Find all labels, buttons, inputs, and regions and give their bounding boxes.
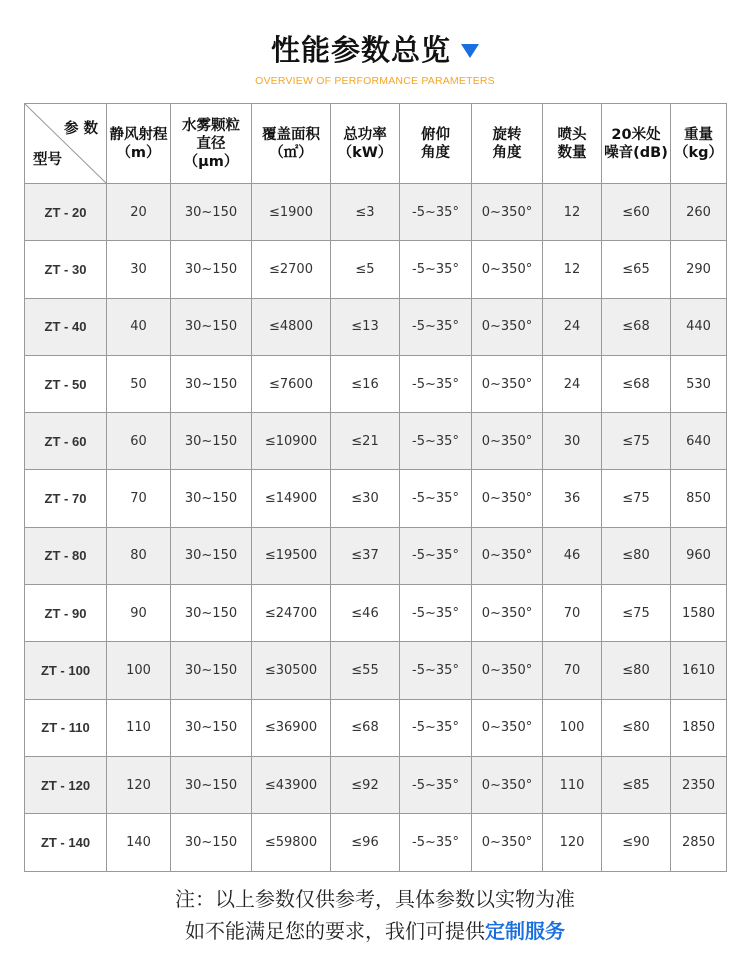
table-cell: ≤24700 (252, 585, 331, 642)
table-cell: -5~35° (400, 241, 472, 298)
page-subtitle: OVERVIEW OF PERFORMANCE PARAMETERS (255, 75, 495, 87)
table-cell: ≤21 (331, 413, 400, 470)
table-cell: ≤30 (331, 470, 400, 527)
diagonal-divider (25, 104, 106, 183)
table-cell: ≤80 (602, 527, 671, 584)
table-cell: ≤30500 (252, 642, 331, 699)
table-cell: ≤96 (331, 814, 400, 871)
table-cell: 0~350° (472, 241, 543, 298)
column-header-line: （μm） (183, 153, 239, 170)
table-cell: 30~150 (171, 699, 252, 756)
column-header-line: 喷头 (557, 126, 587, 143)
table-cell: 30~150 (171, 241, 252, 298)
table-cell: ≤92 (331, 756, 400, 813)
table-cell: ≤37 (331, 527, 400, 584)
table-row (25, 355, 727, 412)
column-header-line: 角度 (492, 144, 522, 161)
model-cell: ZT - 110 (25, 699, 107, 756)
column-header-line: （㎡） (269, 144, 313, 161)
table-cell: 30 (543, 413, 602, 470)
table-cell: -5~35° (400, 413, 472, 470)
column-header (543, 104, 602, 184)
table-cell: 30~150 (171, 184, 252, 241)
table-cell: 36 (543, 470, 602, 527)
model-cell: ZT - 100 (25, 642, 107, 699)
column-header-line: 直径 (196, 135, 226, 152)
table-cell: 850 (671, 470, 727, 527)
table-cell: -5~35° (400, 756, 472, 813)
table-cell: ≤3 (331, 184, 400, 241)
table-cell: 30~150 (171, 756, 252, 813)
table-cell: 30~150 (171, 642, 252, 699)
table-cell: 960 (671, 527, 727, 584)
table-cell: ≤16 (331, 355, 400, 412)
model-cell: ZT - 90 (25, 585, 107, 642)
table-cell: 1850 (671, 699, 727, 756)
performance-table (24, 103, 727, 872)
table-cell: -5~35° (400, 699, 472, 756)
table-cell: -5~35° (400, 298, 472, 355)
column-header-line: 总功率 (343, 126, 387, 143)
table-cell: 640 (671, 413, 727, 470)
table-cell: 70 (543, 585, 602, 642)
table-cell: 0~350° (472, 699, 543, 756)
table-cell: 70 (107, 470, 171, 527)
column-header-line: （kW） (337, 144, 393, 161)
table-cell: ≤36900 (252, 699, 331, 756)
table-cell: 100 (107, 642, 171, 699)
table-cell: 0~350° (472, 527, 543, 584)
table-cell: 120 (543, 814, 602, 871)
table-cell: ≤75 (602, 470, 671, 527)
table-row (25, 527, 727, 584)
table-cell: 290 (671, 241, 727, 298)
custom-service-highlight: 定制服务 (485, 919, 565, 943)
table-cell: 0~350° (472, 413, 543, 470)
column-header-line: 旋转 (492, 126, 522, 143)
table-cell: 30 (107, 241, 171, 298)
table-cell: ≤1900 (252, 184, 331, 241)
column-header (472, 104, 543, 184)
table-cell: 260 (671, 184, 727, 241)
table-cell: 70 (543, 642, 602, 699)
model-cell: ZT - 120 (25, 756, 107, 813)
table-cell: ≤68 (602, 355, 671, 412)
column-header-line: 20米处 (611, 126, 661, 143)
table-cell: -5~35° (400, 814, 472, 871)
table-cell: 1610 (671, 642, 727, 699)
table-row (25, 814, 727, 871)
model-cell: ZT - 140 (25, 814, 107, 871)
column-header (171, 104, 252, 184)
table-cell: 0~350° (472, 298, 543, 355)
column-header-line: （m） (116, 144, 161, 161)
column-header-line: （kg） (673, 144, 724, 161)
table-cell: 0~350° (472, 355, 543, 412)
page-header (0, 28, 750, 87)
table-row (25, 756, 727, 813)
model-cell: ZT - 80 (25, 527, 107, 584)
column-header (671, 104, 727, 184)
model-cell: ZT - 60 (25, 413, 107, 470)
table-cell: -5~35° (400, 585, 472, 642)
column-header-line: 覆盖面积 (262, 126, 320, 143)
table-cell: ≤80 (602, 699, 671, 756)
column-header-line: 噪音(dB) (604, 144, 668, 161)
corner-label-params: 参 数 (63, 121, 98, 137)
table-cell: 30~150 (171, 298, 252, 355)
column-header (252, 104, 331, 184)
column-header-line: 俯仰 (421, 126, 450, 143)
model-cell: ZT - 50 (25, 355, 107, 412)
table-cell: 0~350° (472, 642, 543, 699)
table-cell: -5~35° (400, 355, 472, 412)
table-cell: ≤80 (602, 642, 671, 699)
column-header (400, 104, 472, 184)
table-cell: 30~150 (171, 585, 252, 642)
column-header (331, 104, 400, 184)
table-cell: 30~150 (171, 814, 252, 871)
table-cell: 1580 (671, 585, 727, 642)
table-cell: 530 (671, 355, 727, 412)
table-cell: 40 (107, 298, 171, 355)
table-cell: ≤2700 (252, 241, 331, 298)
table-cell: ≤7600 (252, 355, 331, 412)
table-cell: 110 (543, 756, 602, 813)
triangle-down-icon (461, 44, 479, 58)
table-cell: -5~35° (400, 527, 472, 584)
table-cell: ≤75 (602, 413, 671, 470)
model-cell: ZT - 30 (25, 241, 107, 298)
column-header (107, 104, 171, 184)
table-row (25, 184, 727, 241)
table-cell: 30~150 (171, 413, 252, 470)
corner-header-cell (25, 104, 107, 184)
table-cell: ≤19500 (252, 527, 331, 584)
table-cell: ≤60 (602, 184, 671, 241)
model-cell: ZT - 40 (25, 298, 107, 355)
table-row (25, 413, 727, 470)
table-cell: ≤4800 (252, 298, 331, 355)
table-cell: 30~150 (171, 527, 252, 584)
column-header-line: 静风射程 (109, 126, 168, 143)
table-cell: 0~350° (472, 470, 543, 527)
table-cell: ≤59800 (252, 814, 331, 871)
column-header-line: 水雾颗粒 (182, 117, 240, 134)
table-cell: 110 (107, 699, 171, 756)
table-cell: 46 (543, 527, 602, 584)
table-cell: -5~35° (400, 470, 472, 527)
title-row (0, 28, 750, 69)
table-cell: 440 (671, 298, 727, 355)
column-header-line: 数量 (557, 144, 587, 161)
model-cell: ZT - 70 (25, 470, 107, 527)
table-cell: 2850 (671, 814, 727, 871)
note-line-2 (0, 915, 750, 947)
table-cell: ≤90 (602, 814, 671, 871)
table-cell: ≤85 (602, 756, 671, 813)
column-header (602, 104, 671, 184)
table-cell: 80 (107, 527, 171, 584)
table-cell: 140 (107, 814, 171, 871)
table-header-row (25, 104, 727, 184)
table-cell: -5~35° (400, 642, 472, 699)
table-cell: ≤5 (331, 241, 400, 298)
table-cell: 90 (107, 585, 171, 642)
table-cell: 120 (107, 756, 171, 813)
table-cell: 24 (543, 298, 602, 355)
table-cell: 0~350° (472, 814, 543, 871)
table-row (25, 470, 727, 527)
corner-label-model: 型号 (33, 152, 62, 168)
table-cell: ≤43900 (252, 756, 331, 813)
table-cell: 0~350° (472, 756, 543, 813)
table-cell: 30~150 (171, 470, 252, 527)
table-cell: 0~350° (472, 585, 543, 642)
footer-note (0, 883, 750, 947)
table-cell: ≤13 (331, 298, 400, 355)
table-cell: -5~35° (400, 184, 472, 241)
table-cell: 50 (107, 355, 171, 412)
table-row (25, 298, 727, 355)
table-row (25, 241, 727, 298)
table-cell: 0~350° (472, 184, 543, 241)
table-cell: 100 (543, 699, 602, 756)
page-title: 性能参数总览 (270, 33, 451, 67)
note-line-1: 注：以上参数仅供参考，具体参数以实物为准 (175, 887, 575, 911)
table-cell: ≤68 (602, 298, 671, 355)
table-cell: ≤65 (602, 241, 671, 298)
table-cell: ≤14900 (252, 470, 331, 527)
table-cell: ≤10900 (252, 413, 331, 470)
table-cell: 24 (543, 355, 602, 412)
table-row (25, 699, 727, 756)
table-cell: 30~150 (171, 355, 252, 412)
column-header-line: 重量 (684, 126, 713, 143)
table-cell: ≤75 (602, 585, 671, 642)
note-line-2-text: 如不能满足您的要求，我们可提供 (185, 919, 485, 943)
table-cell: 12 (543, 184, 602, 241)
table-row (25, 642, 727, 699)
model-cell: ZT - 20 (25, 184, 107, 241)
table-cell: ≤68 (331, 699, 400, 756)
table-cell: ≤55 (331, 642, 400, 699)
table-row (25, 585, 727, 642)
table-cell: 2350 (671, 756, 727, 813)
column-header-line: 角度 (421, 144, 450, 161)
table-cell: 12 (543, 241, 602, 298)
table-cell: ≤46 (331, 585, 400, 642)
table-cell: 60 (107, 413, 171, 470)
table-cell: 20 (107, 184, 171, 241)
